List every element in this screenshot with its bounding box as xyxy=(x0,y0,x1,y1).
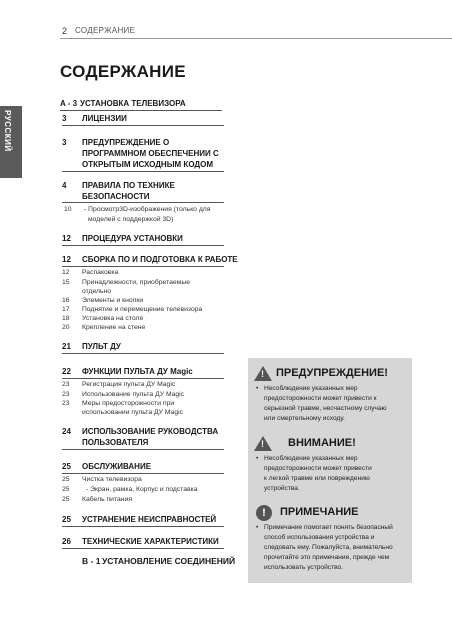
toc-title: ЛИЦЕНЗИИ xyxy=(82,114,127,123)
toc-page: 25 xyxy=(62,476,70,483)
toc-item-text: отдельно xyxy=(82,288,112,295)
header-title: СОДЕРЖАНИЕ xyxy=(75,26,136,35)
toc-section-open-source[interactable] xyxy=(62,137,242,170)
list-item[interactable] xyxy=(62,408,242,418)
warning-line: предосторожности может привести к xyxy=(264,395,377,402)
section-rule xyxy=(62,526,224,527)
section-rule xyxy=(62,378,224,379)
toc-title-line: ИСПОЛЬЗОВАНИЕ РУКОВОДСТВА xyxy=(82,427,219,436)
toc-subitem-3d[interactable] xyxy=(64,205,244,225)
toc-page: 22 xyxy=(62,367,71,376)
note-line: способ использования устройства и xyxy=(264,534,375,541)
note-line: Примечание помогает понять безопасный xyxy=(264,524,393,531)
toc-page: 24 xyxy=(62,427,71,436)
toc-page: 23 xyxy=(62,391,70,398)
caution-line: устройства. xyxy=(264,485,300,492)
toc-title-line: ПОЛЬЗОВАТЕЛЯ xyxy=(82,438,149,447)
toc-page: 17 xyxy=(62,306,70,313)
toc-page: 3 xyxy=(62,114,67,123)
toc-page: 23 xyxy=(62,381,70,388)
notice-box xyxy=(248,358,412,583)
toc-section-connections[interactable] xyxy=(82,556,252,568)
toc-section-licenses[interactable] xyxy=(62,113,232,124)
toc-remote-list xyxy=(62,380,242,420)
exclamation-circle-icon: ! xyxy=(256,505,272,521)
list-item[interactable] xyxy=(62,485,242,495)
toc-section-magic-remote[interactable] xyxy=(62,366,242,377)
caution-triangle-icon: ! xyxy=(254,436,272,451)
toc-page: A - 3 xyxy=(60,99,78,108)
toc-page: 12 xyxy=(62,269,70,276)
toc-page: 21 xyxy=(62,342,71,351)
toc-title: ПРОЦЕДУРА УСТАНОВКИ xyxy=(82,234,183,243)
toc-subitem-line: моделей с поддержкой 3D) xyxy=(88,216,174,223)
toc-section-specs[interactable] xyxy=(62,536,242,547)
toc-section-install-procedure[interactable] xyxy=(62,233,242,244)
toc-item-text: Принадлежности, приобретаемые xyxy=(82,279,190,286)
page-title: СОДЕРЖАНИЕ xyxy=(60,62,186,81)
warning-triangle-icon: ! xyxy=(254,366,272,381)
toc-page: 20 xyxy=(62,324,70,331)
language-tab-label: РУССКИЙ xyxy=(3,110,12,152)
note-line: прочитайте это примечание, прежде чем xyxy=(264,554,390,561)
toc-title-line: БЕЗОПАСНОСТИ xyxy=(82,192,150,201)
toc-title-line: ПРАВИЛА ПО ТЕХНИКЕ xyxy=(82,181,175,190)
toc-page: 12 xyxy=(62,255,71,264)
caution-line: к легкой травме или повреждению xyxy=(264,475,370,482)
section-rule xyxy=(62,548,224,549)
toc-page: 23 xyxy=(62,400,70,407)
caution-title: ВНИМАНИЕ! xyxy=(288,437,356,449)
toc-item-text: Кабель питания xyxy=(82,496,133,503)
toc-section-troubleshooting[interactable] xyxy=(62,514,242,525)
toc-item-text: Установка на столе xyxy=(82,315,144,322)
toc-title: ПУЛЬТ ДУ xyxy=(82,342,121,351)
note-title: ПРИМЕЧАНИЕ xyxy=(280,506,359,518)
toc-section-safety[interactable] xyxy=(62,180,232,202)
warning-line: Несоблюдение указанных мер xyxy=(264,385,358,392)
section-rule xyxy=(62,171,224,172)
warning-text xyxy=(256,384,408,424)
toc-page: 25 xyxy=(62,496,70,503)
toc-title-line: ПРЕДУПРЕЖДЕНИЕ О xyxy=(82,138,170,147)
page-number: 2 xyxy=(62,26,68,36)
toc-section-assembly[interactable] xyxy=(62,254,252,265)
toc-section-remote[interactable] xyxy=(62,341,232,352)
toc-item-text: использовании пульта ДУ Magic xyxy=(82,409,184,416)
toc-section-maintenance[interactable] xyxy=(62,461,232,472)
toc-page: 25 xyxy=(62,515,71,524)
toc-title-line: ПРОГРАММНОМ ОБЕСПЕЧЕНИИ С xyxy=(82,149,219,158)
toc-title: ФУНКЦИИ ПУЛЬТА ДУ Magic xyxy=(82,367,193,376)
toc-page: 16 xyxy=(62,297,70,304)
list-item[interactable] xyxy=(62,495,242,505)
toc-page: 25 xyxy=(62,462,71,471)
note-line: использовать устройство. xyxy=(264,564,344,571)
toc-item-text: Поднятие и перемещение телевизора xyxy=(82,306,203,313)
bullet-icon: • xyxy=(256,524,259,531)
toc-item-text: Использование пульта ДУ Magic xyxy=(82,391,185,398)
toc-page: 3 xyxy=(62,138,67,147)
toc-page: 18 xyxy=(62,315,70,322)
toc-title: УСТАНОВКА ТЕЛЕВИЗОРА xyxy=(80,99,186,108)
toc-item-text: Меры предосторожности при xyxy=(82,400,175,407)
toc-page: 26 xyxy=(62,537,71,546)
toc-page: 4 xyxy=(62,181,67,190)
toc-maintenance-list xyxy=(62,475,242,505)
header-divider xyxy=(60,38,452,39)
note-line: следовать ему. Пожалуйста, внимательно xyxy=(264,544,393,551)
toc-item-text: Элементы и кнопки xyxy=(82,297,144,304)
toc-title: ТЕХНИЧЕСКИЕ ХАРАКТЕРИСТИКИ xyxy=(82,537,219,546)
toc-title: ОБСЛУЖИВАНИЕ xyxy=(82,462,152,471)
toc-item-text: Регистрация пульта ДУ Magic xyxy=(82,381,176,388)
section-rule xyxy=(62,266,224,267)
toc-page: 12 xyxy=(62,234,71,243)
section-rule xyxy=(60,110,222,111)
warning-line: серьезной травме, несчастному случаю xyxy=(264,405,387,412)
bullet-icon: • xyxy=(256,455,259,462)
toc-assembly-list xyxy=(62,268,242,338)
section-rule xyxy=(62,353,224,354)
toc-title: СБОРКА ПО И ПОДГОТОВКА К РАБОТЕ xyxy=(82,255,238,264)
toc-title-line: ОТКРЫТЫМ ИСХОДНЫМ КОДОМ xyxy=(82,160,214,169)
warning-line: или смертельному исходу. xyxy=(264,415,345,422)
bullet-icon: • xyxy=(256,385,259,392)
warning-title: ПРЕДУПРЕЖДЕНИЕ! xyxy=(276,367,388,379)
caution-line: предосторожности может привести xyxy=(264,465,372,472)
list-item[interactable] xyxy=(62,380,242,390)
toc-item-text: - Экран, рамка, Корпус и подставка xyxy=(86,486,198,493)
section-rule xyxy=(62,202,224,203)
toc-page: B - 1 xyxy=(82,556,101,566)
caution-text xyxy=(256,454,408,494)
toc-subitem-line: - Просмотр3D-изображения (только для xyxy=(84,206,211,213)
toc-page: 10 xyxy=(64,206,72,213)
toc-page: 25 xyxy=(62,486,70,493)
list-item[interactable] xyxy=(62,475,242,485)
toc-title: УСТАНОВЛЕНИЕ СОЕДИНЕНИЙ xyxy=(102,556,236,566)
section-rule xyxy=(62,449,224,450)
toc-item-text: Крепление на стене xyxy=(82,324,146,331)
caution-line: Несоблюдение указанных мер xyxy=(264,455,358,462)
list-item[interactable] xyxy=(62,323,242,333)
language-side-tab xyxy=(0,106,22,178)
toc-page: 15 xyxy=(62,279,70,286)
toc-title: УСТРАНЕНИЕ НЕИСПРАВНОСТЕЙ xyxy=(82,515,217,524)
section-rule xyxy=(62,473,224,474)
toc-section-user-guide[interactable] xyxy=(62,426,242,448)
section-rule xyxy=(62,125,224,126)
note-text xyxy=(256,523,408,573)
section-rule xyxy=(62,245,224,246)
toc-section-installation[interactable] xyxy=(60,98,230,109)
list-item[interactable] xyxy=(62,268,242,278)
toc-item-text: Распаковка xyxy=(82,269,119,276)
toc-item-text: Чистка телевизора xyxy=(82,476,142,483)
